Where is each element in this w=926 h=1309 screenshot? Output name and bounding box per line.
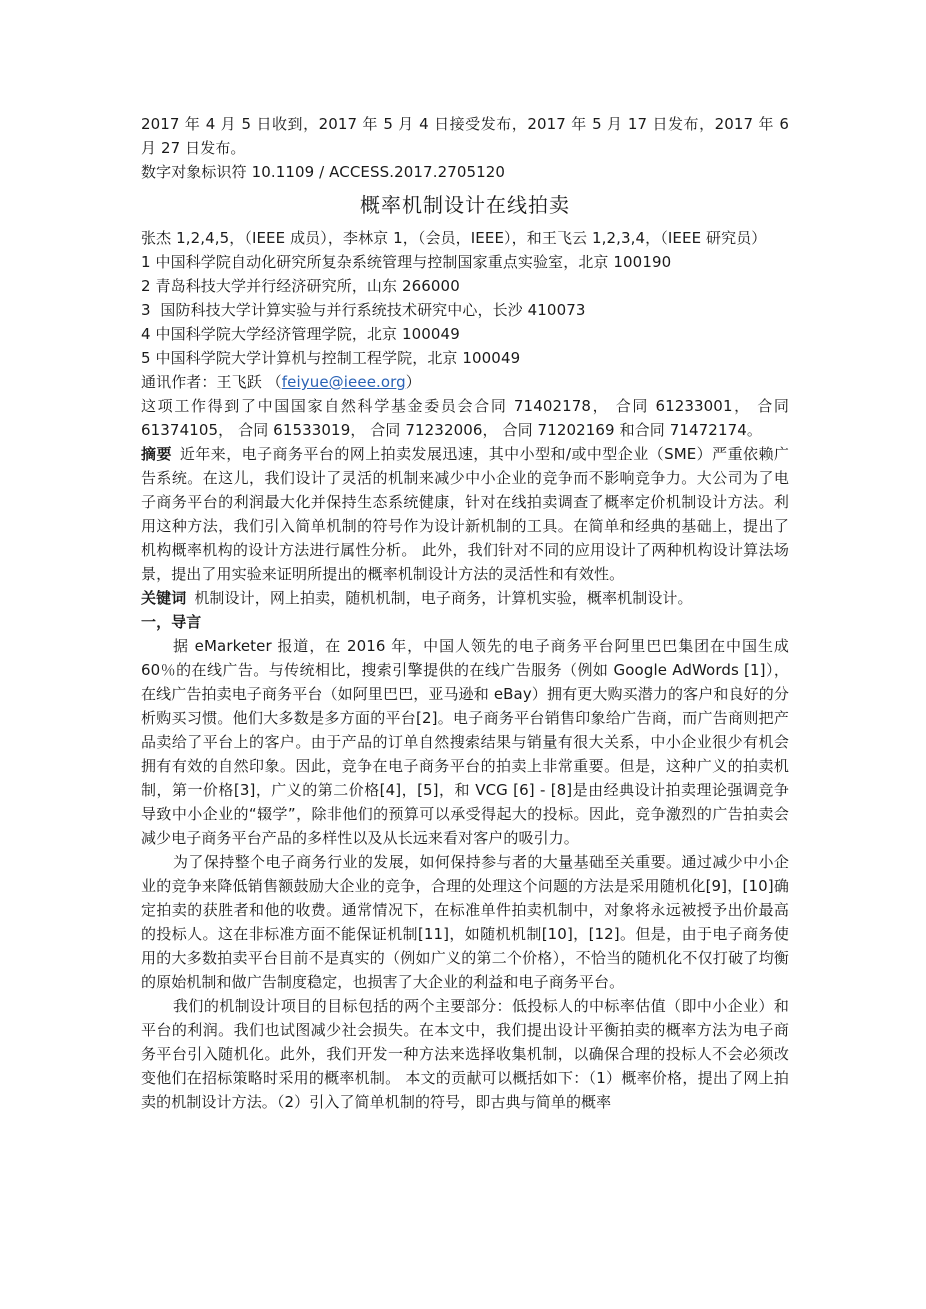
affiliation-3: 3 国防科技大学计算实验与并行系统技术研究中心，长沙 410073 <box>141 301 586 319</box>
section-heading: 一，导言 <box>141 613 202 631</box>
affiliation-4: 4 中国科学院大学经济管理学院，北京 100049 <box>141 325 460 343</box>
keywords-label: 关键词 <box>141 589 187 607</box>
paragraph-1: 据 eMarketer 报道，在 2016 年，中国人领先的电子商务平台阿里巴巴集团在中国生成 60％的在线广告。与传统相比，搜索引擎提供的在线广告服务（例如 Google AdWords [1]），在线广告拍卖电子商务平台（如阿里巴巴，亚马逊和 eBay）拥有更大购买潜力的客户和良好的分析购买习惯。他们大多数是多方面的平台[2]。电子商务平台销售印象给广告商，而广告商则把产品卖给了平台上的客户。由于产品的订单自然搜索结果与销量有很大关系，中小企业很少有机会拥有有效的自然印象。因此，竞争在电子商务平台的拍卖上非常重要。但是，这种广义的拍卖机制，第一价格[3]，广义的第二价格[4]，[5]，和 VCG [6] - [8]是由经典设计拍卖理论强调竞争导致中小企业的“辍学”，除非他们的预算可以承受得起大的投标。因此，竞争激烈的广告拍卖会减少电子商务平台产品的多样性以及从长远来看对客户的吸引力。 <box>141 637 789 847</box>
paragraph-3: 我们的机制设计项目的目标包括的两个主要部分：低投标人的中标率估值（即中小企业）和平台的利润。我们也试图减少社会损失。在本文中，我们提出设计平衡拍卖的概率方法为电子商务平台引入随机化。此外，我们开发一种方法来选择收集机制，以确保合理的投标人不会必须改变他们在招标策略时采用的概率机制。 本文的贡献可以概括如下：（1）概率价格，提出了网上拍卖的机制设计方法。（2）引入了简单机制的符号，即古典与简单的概率 <box>141 997 789 1111</box>
correspondence-suffix: ） <box>405 373 421 391</box>
paragraph-2: 为了保持整个电子商务行业的发展，如何保持参与者的大量基础至关重要。通过减少中小企业的竞争来降低销售额鼓励大企业的竞争，合理的处理这个问题的方法是采用随机化[9]，[10]确定拍卖的获胜者和他的收费。通常情况下，在标准单件拍卖机制中，对象将永远被授予出价最高的投标人。这在非标准方面不能保证机制[11]，如随机机制[10]，[12]。但是，由于电子商务使用的大多数拍卖平台目前不是真实的（例如广义的第二个价格），不恰当的随机化不仅打破了均衡的原始机制和做广告制度稳定，也损害了大企业的利益和电子商务平台。 <box>141 853 789 991</box>
affiliation-2: 2 青岛科技大学并行经济研究所，山东 266000 <box>141 277 460 295</box>
affiliation-5: 5 中国科学院大学计算机与控制工程学院，北京 100049 <box>141 349 521 367</box>
authors: 张杰 1,2,4,5，（IEEE 成员），李林京 1，（会员，IEEE），和王飞云 1,2,3,4，（IEEE 研究员） <box>141 229 767 247</box>
paper-page <box>141 112 789 1114</box>
paper-title: 概率机制设计在线拍卖 <box>360 193 570 217</box>
funding: 这项工作得到了中国国家自然科学基金委员会合同 71402178， 合同 61233001， 合同 61374105， 合同 61533019， 合同 71232006， 合同 71202169 和合同 71472174。 <box>141 397 789 439</box>
doi: 数字对象标识符 10.1109 / ACCESS.2017.2705120 <box>141 163 506 181</box>
received-dates: 2017 年 4 月 5 日收到，2017 年 5 月 4 日接受发布，2017 年 5 月 17 日发布，2017 年 6 月 27 日发布。 <box>141 115 789 157</box>
keywords-text: 机制设计，网上拍卖，随机机制，电子商务，计算机实验，概率机制设计。 <box>194 589 693 607</box>
abstract-label: 摘要 <box>141 445 172 463</box>
email-link[interactable]: feiyue@ieee.org <box>281 373 406 391</box>
affiliation-1: 1 中国科学院自动化研究所复杂系统管理与控制国家重点实验室，北京 100190 <box>141 253 672 271</box>
correspondence <box>141 370 789 394</box>
affiliations <box>141 250 789 370</box>
abstract-text: 近年来，电子商务平台的网上拍卖发展迅速，其中小型和/或中型企业（SME）严重依赖广告系统。在这儿，我们设计了灵活的机制来减少中小企业的竞争而不影响竞争力。大公司为了电子商务平台的利润最大化并保持生态系统健康，针对在线拍卖调查了概率定价机制设计方法。利用这种方法，我们引入简单机制的符号作为设计新机制的工具。在简单和经典的基础上，提出了机构概率机构的设计方法进行属性分析。 此外，我们针对不同的应用设计了两种机构设计算法场景，提出了用实验来证明所提出的概率机制设计方法的灵活性和有效性。 <box>141 445 789 583</box>
correspondence-prefix: 通讯作者：王飞跃 （ <box>141 373 282 391</box>
keywords <box>141 586 789 610</box>
abstract <box>141 442 789 586</box>
